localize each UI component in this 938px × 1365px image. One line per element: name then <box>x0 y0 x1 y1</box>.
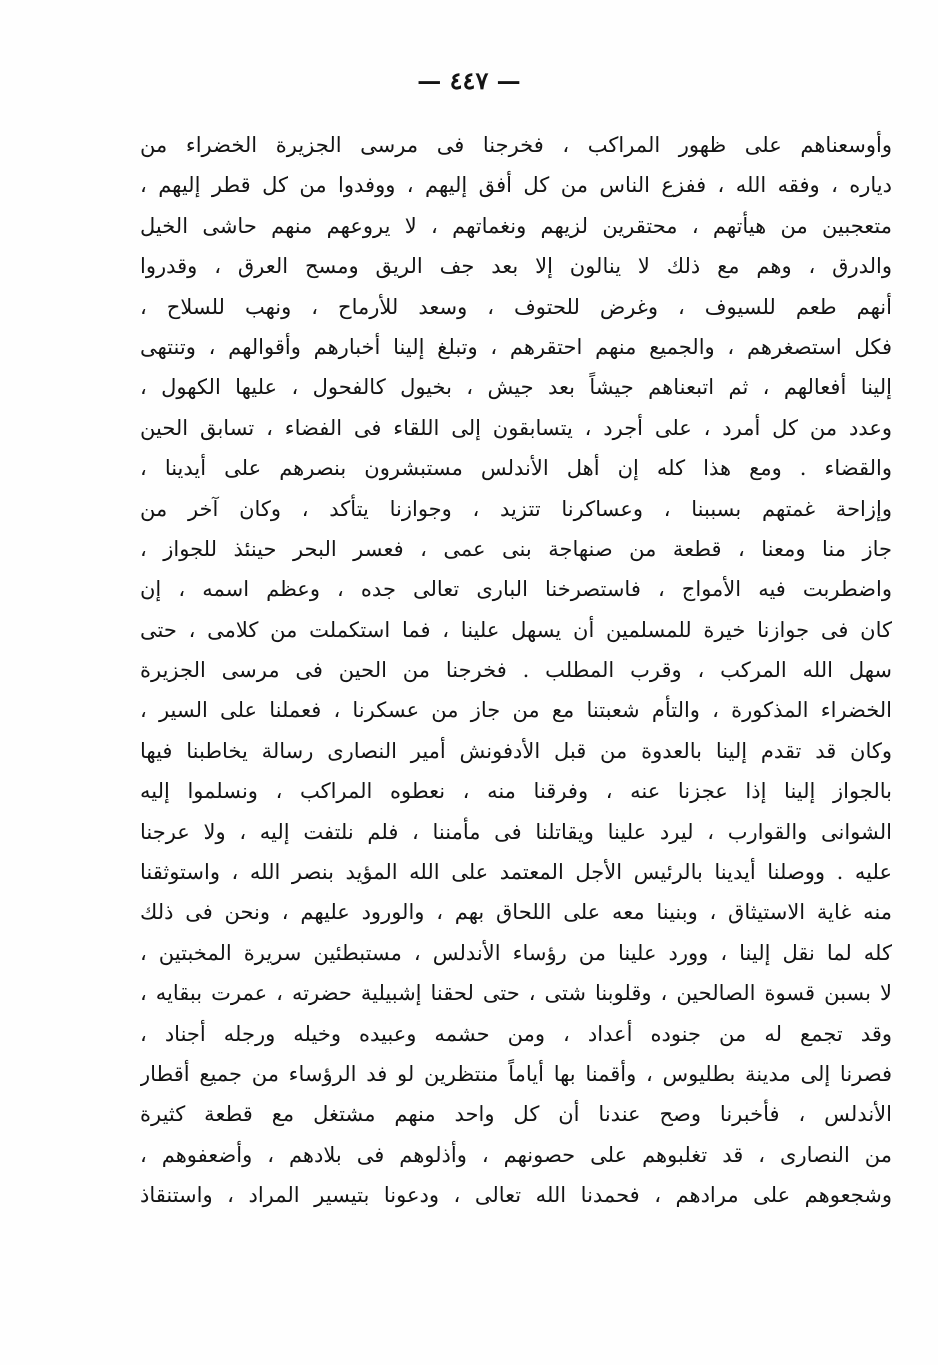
text-line: وأوسعناهم على ظهور المراكب ، فخرجنا فى مرسى الجزيرة الخضراء من <box>140 133 892 157</box>
text-line: وإزاحة غمتهم بسببنا ، وعساكرنا تتزيد ، وجوازنا يتأكد ، وكان آخر من <box>140 496 892 521</box>
text-line: متعجبين من هيأتهم ، محتقرين لزيهم ونغماتهم ، لا يروعهم منهم حاشى الخيل <box>140 213 892 238</box>
text-line: الخضراء المذكورة ، والتأم شعبتنا مع من جاز من عسكرنا ، فعملنا على السير ، <box>140 698 892 723</box>
text-line: فصرنا إلى مدينة بطليوس ، وأقمنا بها أياماً منتظرين لو فد الرؤساء من جميع أقطار <box>140 1061 892 1086</box>
text-line: جاز منا ومعنا ، قطعة من صنهاجة بنى عمى ، فعسر البحر حينئذ للجواز ، <box>140 536 892 561</box>
text-line: وكان قد تقدم إلينا بالعدوة من قبل الأدفونش أمير النصارى رسالة يخاطبنا فيها <box>140 738 892 763</box>
text-line: واضطربت فيه الأمواج ، فاستصرخنا البارى تعالى جده ، وعظم اسمه ، إن <box>140 577 892 602</box>
text-line: والقضاء . ومع هذا كله إن أهل الأندلس مستبشرون بنصرهم على أيدينا ، <box>140 456 892 481</box>
text-line: وقد تجمع له من جنوده أعداد ، ومن حشمه وعبيده وخيله ورجله أجناد ، <box>140 1021 892 1046</box>
page-number: — ٤٤٧ — <box>417 66 521 95</box>
text-line: من النصارى ، قد تغلبوهم على حصونهم ، وأذلوهم فى بلادهم ، وأضعفوهم ، <box>140 1142 892 1167</box>
text-line: الشوانى والقوارب ، ليرد علينا ويقاتلنا فى مأمننا ، فلم نلتفت إليه ، ولا عرجنا <box>140 819 892 844</box>
text-line: منه غاية الاستيثاق ، وبنينا معه على اللحاق بهم ، والورود عليهم ، ونحن فى ذلك <box>140 900 892 925</box>
text-line: عليه . ووصلنا أيدينا بالرئيس الأجل المعتمد على الله المؤيد بنصر الله ، واستوثقنا <box>140 860 892 885</box>
text-line: وشجعوهم على مرادهم ، فحمدنا الله تعالى ، ودعونا بتيسير المراد ، واستنقاذ <box>140 1183 892 1208</box>
text-line: سهل الله المركب ، وقرب المطلب . فخرجنا من الحين فى مرسى الجزيرة <box>140 658 892 683</box>
text-line: دياره ، وفقه الله ، ففزع الناس من كل أفق إليهم ، ووفدوا من كل قطر إليهم ، <box>140 173 892 198</box>
text-line: لا بسبن قسوة الصالحين ، وقلوبنا شتى ، حتى لحقنا إشبيلية حضرته ، عمرت ببقايه ، <box>140 981 892 1006</box>
text-line: إلينا أفعالهم ، ثم اتبعناهم جيشاً بعد جيش ، بخيول كالفحول ، عليها الكهول ، <box>140 375 892 400</box>
text-line: كله لما نقل إلينا ، وورد علينا من رؤساء الأندلس ، مستبطئين سريرة المخبتين ، <box>140 940 892 965</box>
text-line: وعدد من كل أمرد ، على أجرد ، يتسابقون إلى اللقاء فى الفضاء ، تسابق الحين <box>140 415 892 440</box>
text-line: أنهم طعم للسيوف ، وغرض للحتوف ، وسعد للأرماح ، ونهب للسلاح ، <box>140 294 892 319</box>
text-line: والدرق ، وهم مع ذلك لا ينالون إلا بعد جف الريق ومسح العرق ، وقدروا <box>140 254 892 279</box>
text-line: كان فى جوازنا خيرة للمسلمين أن يسهل علينا ، فما استكملت من كلامى ، حتى <box>140 617 892 642</box>
body-text <box>140 125 892 1216</box>
text-line: بالجواز إلينا إذا عجزنا عنه ، وفرقنا منه ، نعطوه المراكب ، ونسلموا إليه <box>140 779 892 804</box>
text-line: الأندلس ، فأخبرنا وصح عندنا أن كل واحد منهم مشتغل مع قطعة كثيرة <box>140 1102 892 1127</box>
text-line: فكل استصغرهم ، والجميع منهم احتقرهم ، وتبلغ إلينا أخبارهم وأقوالهم ، وتنتهى <box>140 334 892 359</box>
